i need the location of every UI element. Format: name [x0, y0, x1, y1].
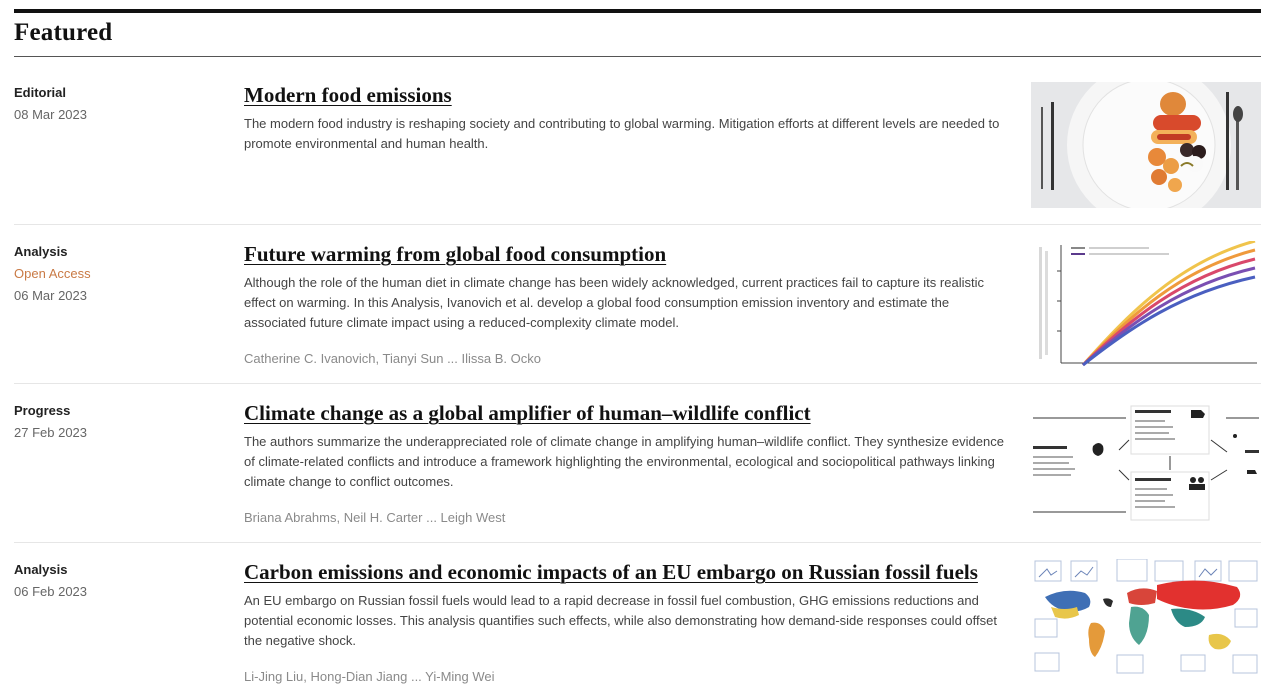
article-thumbnail[interactable] — [1031, 559, 1261, 685]
warming-line-chart — [1031, 241, 1261, 367]
article-divider — [14, 542, 1261, 543]
author-ellipsis: ... — [443, 351, 462, 366]
article-body — [244, 559, 1009, 684]
article-date: 08 Mar 2023 — [14, 107, 87, 122]
article-authors — [244, 669, 1009, 684]
article-thumbnail[interactable] — [1031, 241, 1261, 367]
section-top-rule — [14, 9, 1261, 13]
author-ellipsis: ... — [407, 669, 426, 684]
article-authors — [244, 510, 1009, 525]
author-link[interactable]: Briana Abrahms — [244, 510, 337, 525]
article-divider — [14, 224, 1261, 225]
section-title: Featured — [14, 19, 113, 46]
article-title-link[interactable]: Modern food emissions — [244, 83, 452, 107]
author-link[interactable]: Catherine C. Ivanovich — [244, 351, 376, 366]
article-thumbnail[interactable] — [1031, 400, 1261, 526]
author-link[interactable]: Neil H. Carter — [343, 510, 423, 525]
article-thumbnail[interactable] — [1031, 82, 1261, 208]
author-ellipsis: ... — [422, 510, 441, 525]
article-type: Analysis — [14, 244, 68, 259]
author-separator: , — [375, 351, 383, 366]
article-meta — [14, 559, 214, 603]
article-summary: The authors summarize the underappreciated role of climate change in amplifying human–wildlife conflict. They synthesize evidence of climate-related conflicts and introduce a framework highlighting the environmental, ecological and sociopolitical pathways linking climate change to conflict outcomes. — [244, 434, 1004, 489]
world-map-figure — [1031, 559, 1261, 685]
author-separator: , — [336, 510, 344, 525]
author-link[interactable]: Ilissa B. Ocko — [461, 351, 541, 366]
article-title-link[interactable]: Future warming from global food consumption — [244, 242, 667, 266]
article-body — [244, 82, 1009, 154]
conflict-pathway-diagram — [1031, 400, 1261, 526]
article-divider — [14, 383, 1261, 384]
article-summary: The modern food industry is reshaping society and contributing to global warming. Mitigation efforts at different levels are needed to promote environmental and human health. — [244, 116, 1000, 151]
article-type: Analysis — [14, 562, 68, 577]
article-body — [244, 241, 1009, 366]
author-link[interactable]: Hong-Dian Jiang — [310, 669, 408, 684]
article-title-link[interactable]: Climate change as a global amplifier of human–wildlife conflict — [244, 401, 811, 425]
section-title-rule — [14, 56, 1261, 57]
author-separator: , — [303, 669, 311, 684]
article-meta — [14, 82, 214, 126]
article-meta — [14, 400, 214, 444]
author-link[interactable]: Leigh West — [440, 510, 506, 525]
article-body — [244, 400, 1009, 525]
plate-illustration — [1031, 82, 1261, 208]
article-type: Progress — [14, 403, 71, 418]
author-link[interactable]: Li-Jing Liu — [244, 669, 304, 684]
article-title-link[interactable]: Carbon emissions and economic impacts of an EU embargo on Russian fossil fuels — [244, 560, 978, 584]
article-summary: Although the role of the human diet in climate change has been widely acknowledged, current practices fail to capture its realistic effect on warming. In this Analysis, Ivanovich et al. develop a global food consumption emission inventory and estimate the associated future climate impact using a reduced-complexity climate model. — [244, 275, 984, 330]
author-link[interactable]: Tianyi Sun — [382, 351, 444, 366]
author-link[interactable]: Yi-Ming Wei — [425, 669, 495, 684]
article-date: 06 Mar 2023 — [14, 288, 87, 303]
article-date: 06 Feb 2023 — [14, 584, 88, 599]
article-type: Editorial — [14, 85, 67, 100]
article-authors — [244, 351, 1009, 366]
article-meta — [14, 241, 214, 307]
open-access-badge: Open Access — [14, 266, 91, 281]
article-date: 27 Feb 2023 — [14, 425, 88, 440]
article-summary: An EU embargo on Russian fossil fuels would lead to a rapid decrease in fossil fuel combustion, GHG emissions reductions and potential economic losses. This analysis quantifies such effects, while also demonstrating how demand-side responses could offset the negative shock. — [244, 593, 997, 648]
